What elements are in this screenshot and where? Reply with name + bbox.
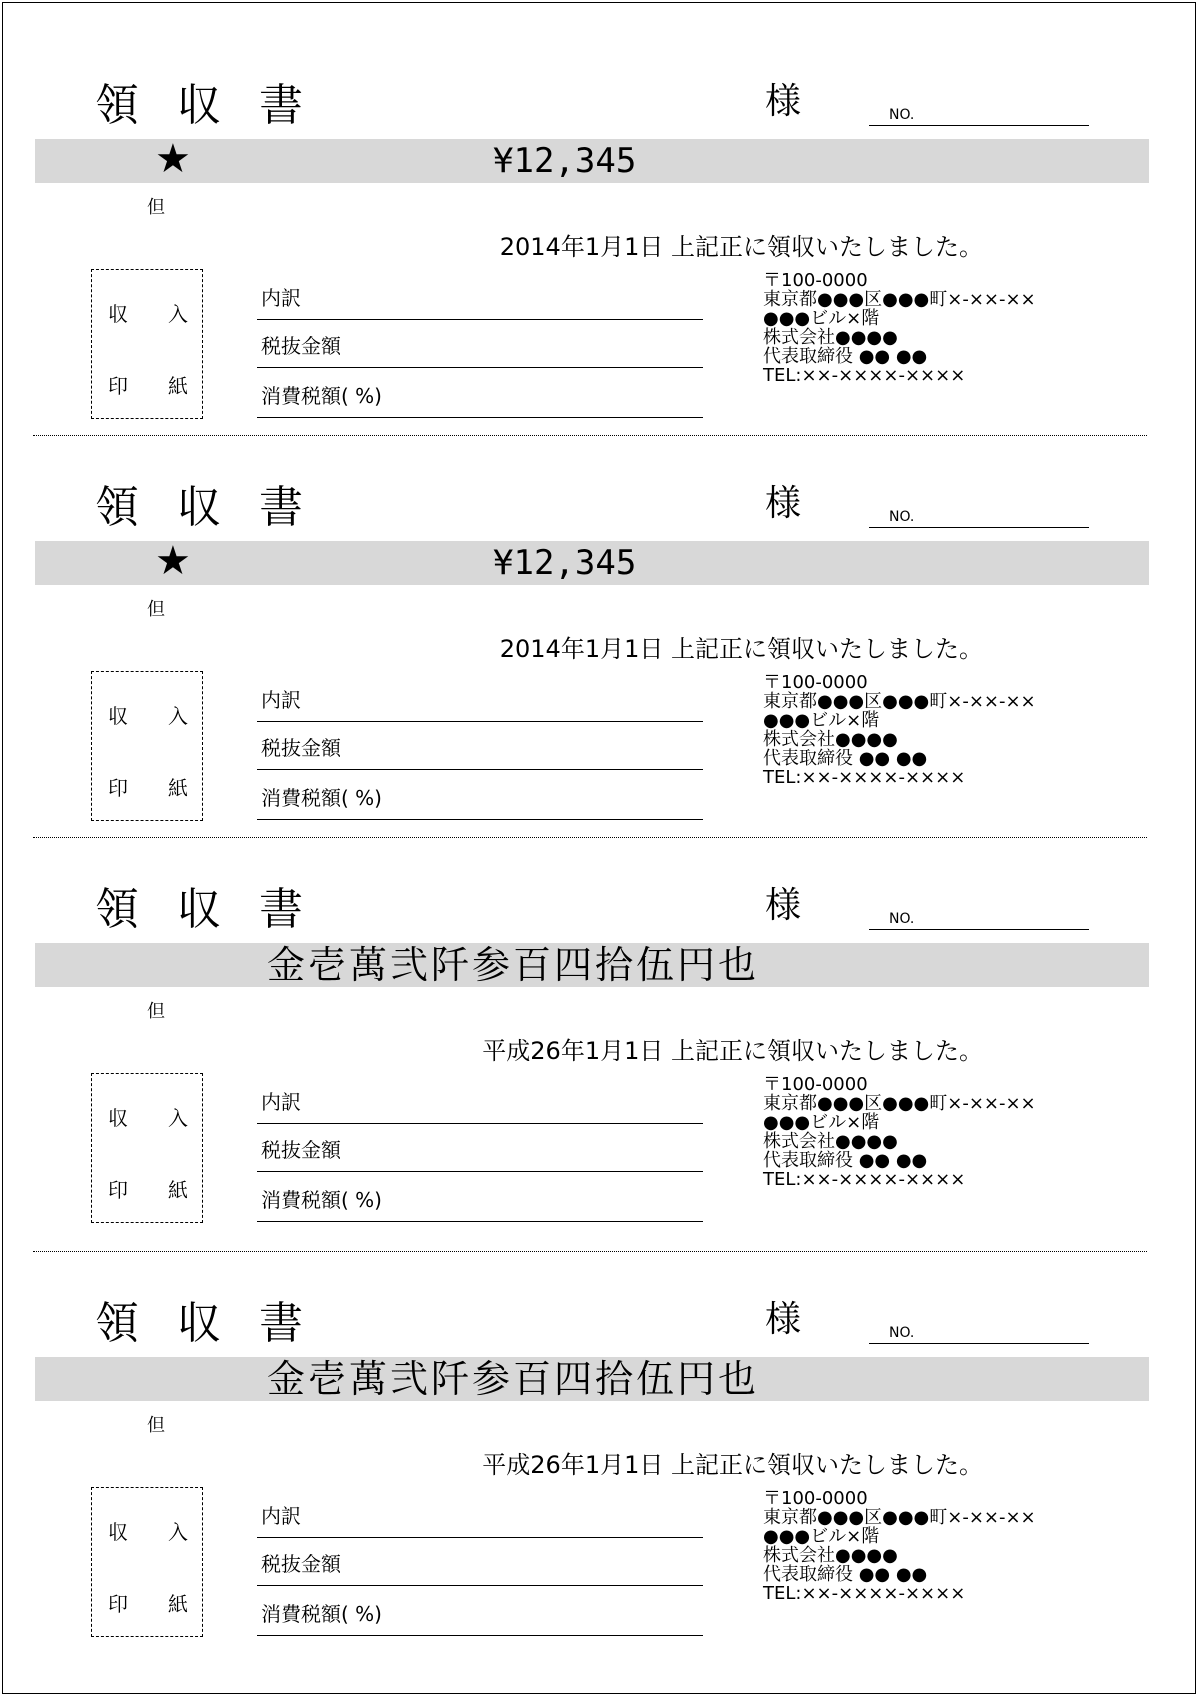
receipt-date-statement: 2014年1月1日 上記正に領収いたしました。 xyxy=(499,233,983,261)
breakdown-label: 税抜金額 xyxy=(261,736,341,760)
receipt xyxy=(3,817,1197,1217)
issuer-building: ●●●ビル×階 xyxy=(763,1112,880,1133)
breakdown-label: 税抜金額 xyxy=(261,1138,341,1162)
issuer-representative: 代表取締役 ●● ●● xyxy=(763,346,928,367)
receipt xyxy=(3,415,1197,815)
breakdown-label: 消費税額( %) xyxy=(261,384,382,408)
cut-line xyxy=(33,435,1147,436)
receipt-title xyxy=(95,873,341,937)
receipt xyxy=(3,13,1197,413)
receipt-number-field[interactable] xyxy=(869,903,1089,930)
stamp-char: 印 xyxy=(108,374,128,398)
receipt-number-field[interactable] xyxy=(869,501,1089,528)
breakdown-row xyxy=(257,1123,703,1172)
amount-kanji: 金壱萬弐阡参百四拾伍円也 xyxy=(267,943,760,987)
proviso-label: 但 xyxy=(147,1415,165,1436)
receipt-title xyxy=(95,1287,341,1351)
recipient-honorific: 様 xyxy=(765,1299,802,1340)
amount-value: ¥12,345 xyxy=(493,543,637,583)
breakdown-label: 税抜金額 xyxy=(261,1552,341,1576)
issuer-representative: 代表取締役 ●● ●● xyxy=(763,1150,928,1171)
breakdown-label: 内訳 xyxy=(261,1090,301,1114)
breakdown-row xyxy=(257,1537,703,1586)
title-char: 領 xyxy=(95,482,139,533)
title-char: 書 xyxy=(259,1298,303,1349)
stamp-char: 入 xyxy=(168,302,188,326)
recipient-honorific: 様 xyxy=(765,81,802,122)
issuer-address: 東京都●●●区●●●町×-××-×× xyxy=(763,691,1036,712)
revenue-stamp-box xyxy=(91,1073,203,1223)
receipt-title xyxy=(95,69,341,133)
stamp-char: 紙 xyxy=(168,776,188,800)
title-char: 収 xyxy=(177,1298,221,1349)
issuer-representative: 代表取締役 ●● ●● xyxy=(763,1564,928,1585)
issuer-building: ●●●ビル×階 xyxy=(763,308,880,329)
amount-kanji: 金壱萬弐阡参百四拾伍円也 xyxy=(267,1357,760,1401)
receipt-number-label: NO. xyxy=(889,509,915,525)
issuer-address: 東京都●●●区●●●町×-××-×× xyxy=(763,289,1036,310)
receipt-number-label: NO. xyxy=(889,107,915,123)
issuer-company: 株式会社●●●● xyxy=(763,1545,898,1566)
receipt xyxy=(3,1231,1197,1631)
issuer-postal: 〒100-0000 xyxy=(763,270,868,291)
title-char: 領 xyxy=(95,884,139,935)
stamp-char: 収 xyxy=(108,1520,128,1544)
breakdown-row xyxy=(257,319,703,368)
breakdown-row xyxy=(257,771,703,820)
star-icon: ★ xyxy=(155,538,191,584)
proviso-label: 但 xyxy=(147,1001,165,1022)
title-char: 領 xyxy=(95,1298,139,1349)
title-char: 収 xyxy=(177,80,221,131)
breakdown-row xyxy=(257,1587,703,1636)
revenue-stamp-box xyxy=(91,671,203,821)
cut-line xyxy=(33,837,1147,838)
receipt-sheet xyxy=(2,2,1196,1694)
issuer-phone: TEL:××-××××-×××× xyxy=(763,1583,966,1604)
proviso-label: 但 xyxy=(147,197,165,218)
stamp-char: 収 xyxy=(108,1106,128,1130)
receipt-number-label: NO. xyxy=(889,911,915,927)
breakdown-label: 消費税額( %) xyxy=(261,786,382,810)
amount-bar xyxy=(35,538,1149,585)
breakdown-row xyxy=(257,673,703,722)
stamp-char: 印 xyxy=(108,776,128,800)
proviso-label: 但 xyxy=(147,599,165,620)
stamp-char: 入 xyxy=(168,1106,188,1130)
amount-value: ¥12,345 xyxy=(493,141,637,181)
stamp-char: 印 xyxy=(108,1178,128,1202)
stamp-char: 収 xyxy=(108,704,128,728)
breakdown-label: 内訳 xyxy=(261,1504,301,1528)
issuer-block xyxy=(763,1075,1036,1189)
receipt-number-label: NO. xyxy=(889,1325,915,1341)
breakdown-label: 消費税額( %) xyxy=(261,1188,382,1212)
breakdown-label: 消費税額( %) xyxy=(261,1602,382,1626)
receipt-title xyxy=(95,471,341,535)
receipt-date-statement: 平成26年1月1日 上記正に領収いたしました。 xyxy=(482,1451,983,1479)
receipt-number-field[interactable] xyxy=(869,1317,1089,1344)
stamp-char: 収 xyxy=(108,302,128,326)
cut-line xyxy=(33,1251,1147,1252)
stamp-char: 紙 xyxy=(168,1178,188,1202)
issuer-block xyxy=(763,1489,1036,1603)
amount-bar xyxy=(35,943,1149,987)
amount-bar xyxy=(35,136,1149,183)
issuer-phone: TEL:××-××××-×××× xyxy=(763,1169,966,1190)
issuer-postal: 〒100-0000 xyxy=(763,1074,868,1095)
issuer-phone: TEL:××-××××-×××× xyxy=(763,767,966,788)
receipt-number-field[interactable] xyxy=(869,99,1089,126)
stamp-char: 入 xyxy=(168,1520,188,1544)
receipt-date-statement: 平成26年1月1日 上記正に領収いたしました。 xyxy=(482,1037,983,1065)
issuer-address: 東京都●●●区●●●町×-××-×× xyxy=(763,1507,1036,1528)
title-char: 収 xyxy=(177,482,221,533)
issuer-representative: 代表取締役 ●● ●● xyxy=(763,748,928,769)
breakdown-row xyxy=(257,1173,703,1222)
amount-bar xyxy=(35,1357,1149,1401)
breakdown-row xyxy=(257,1489,703,1538)
breakdown-label: 内訳 xyxy=(261,688,301,712)
stamp-char: 紙 xyxy=(168,374,188,398)
recipient-honorific: 様 xyxy=(765,483,802,524)
title-char: 書 xyxy=(259,482,303,533)
breakdown-label: 税抜金額 xyxy=(261,334,341,358)
issuer-block xyxy=(763,271,1036,385)
stamp-char: 紙 xyxy=(168,1592,188,1616)
stamp-char: 入 xyxy=(168,704,188,728)
revenue-stamp-box xyxy=(91,269,203,419)
revenue-stamp-box xyxy=(91,1487,203,1637)
breakdown-label: 内訳 xyxy=(261,286,301,310)
issuer-postal: 〒100-0000 xyxy=(763,1488,868,1509)
title-char: 領 xyxy=(95,80,139,131)
issuer-company: 株式会社●●●● xyxy=(763,327,898,348)
title-char: 書 xyxy=(259,884,303,935)
breakdown-row xyxy=(257,721,703,770)
recipient-honorific: 様 xyxy=(765,885,802,926)
issuer-building: ●●●ビル×階 xyxy=(763,710,880,731)
issuer-company: 株式会社●●●● xyxy=(763,729,898,750)
issuer-building: ●●●ビル×階 xyxy=(763,1526,880,1547)
issuer-block xyxy=(763,673,1036,787)
breakdown-row xyxy=(257,1075,703,1124)
title-char: 収 xyxy=(177,884,221,935)
title-char: 書 xyxy=(259,80,303,131)
star-icon: ★ xyxy=(155,136,191,182)
issuer-address: 東京都●●●区●●●町×-××-×× xyxy=(763,1093,1036,1114)
breakdown-row xyxy=(257,369,703,418)
issuer-postal: 〒100-0000 xyxy=(763,672,868,693)
receipt-date-statement: 2014年1月1日 上記正に領収いたしました。 xyxy=(499,635,983,663)
stamp-char: 印 xyxy=(108,1592,128,1616)
issuer-phone: TEL:××-××××-×××× xyxy=(763,365,966,386)
issuer-company: 株式会社●●●● xyxy=(763,1131,898,1152)
breakdown-row xyxy=(257,271,703,320)
